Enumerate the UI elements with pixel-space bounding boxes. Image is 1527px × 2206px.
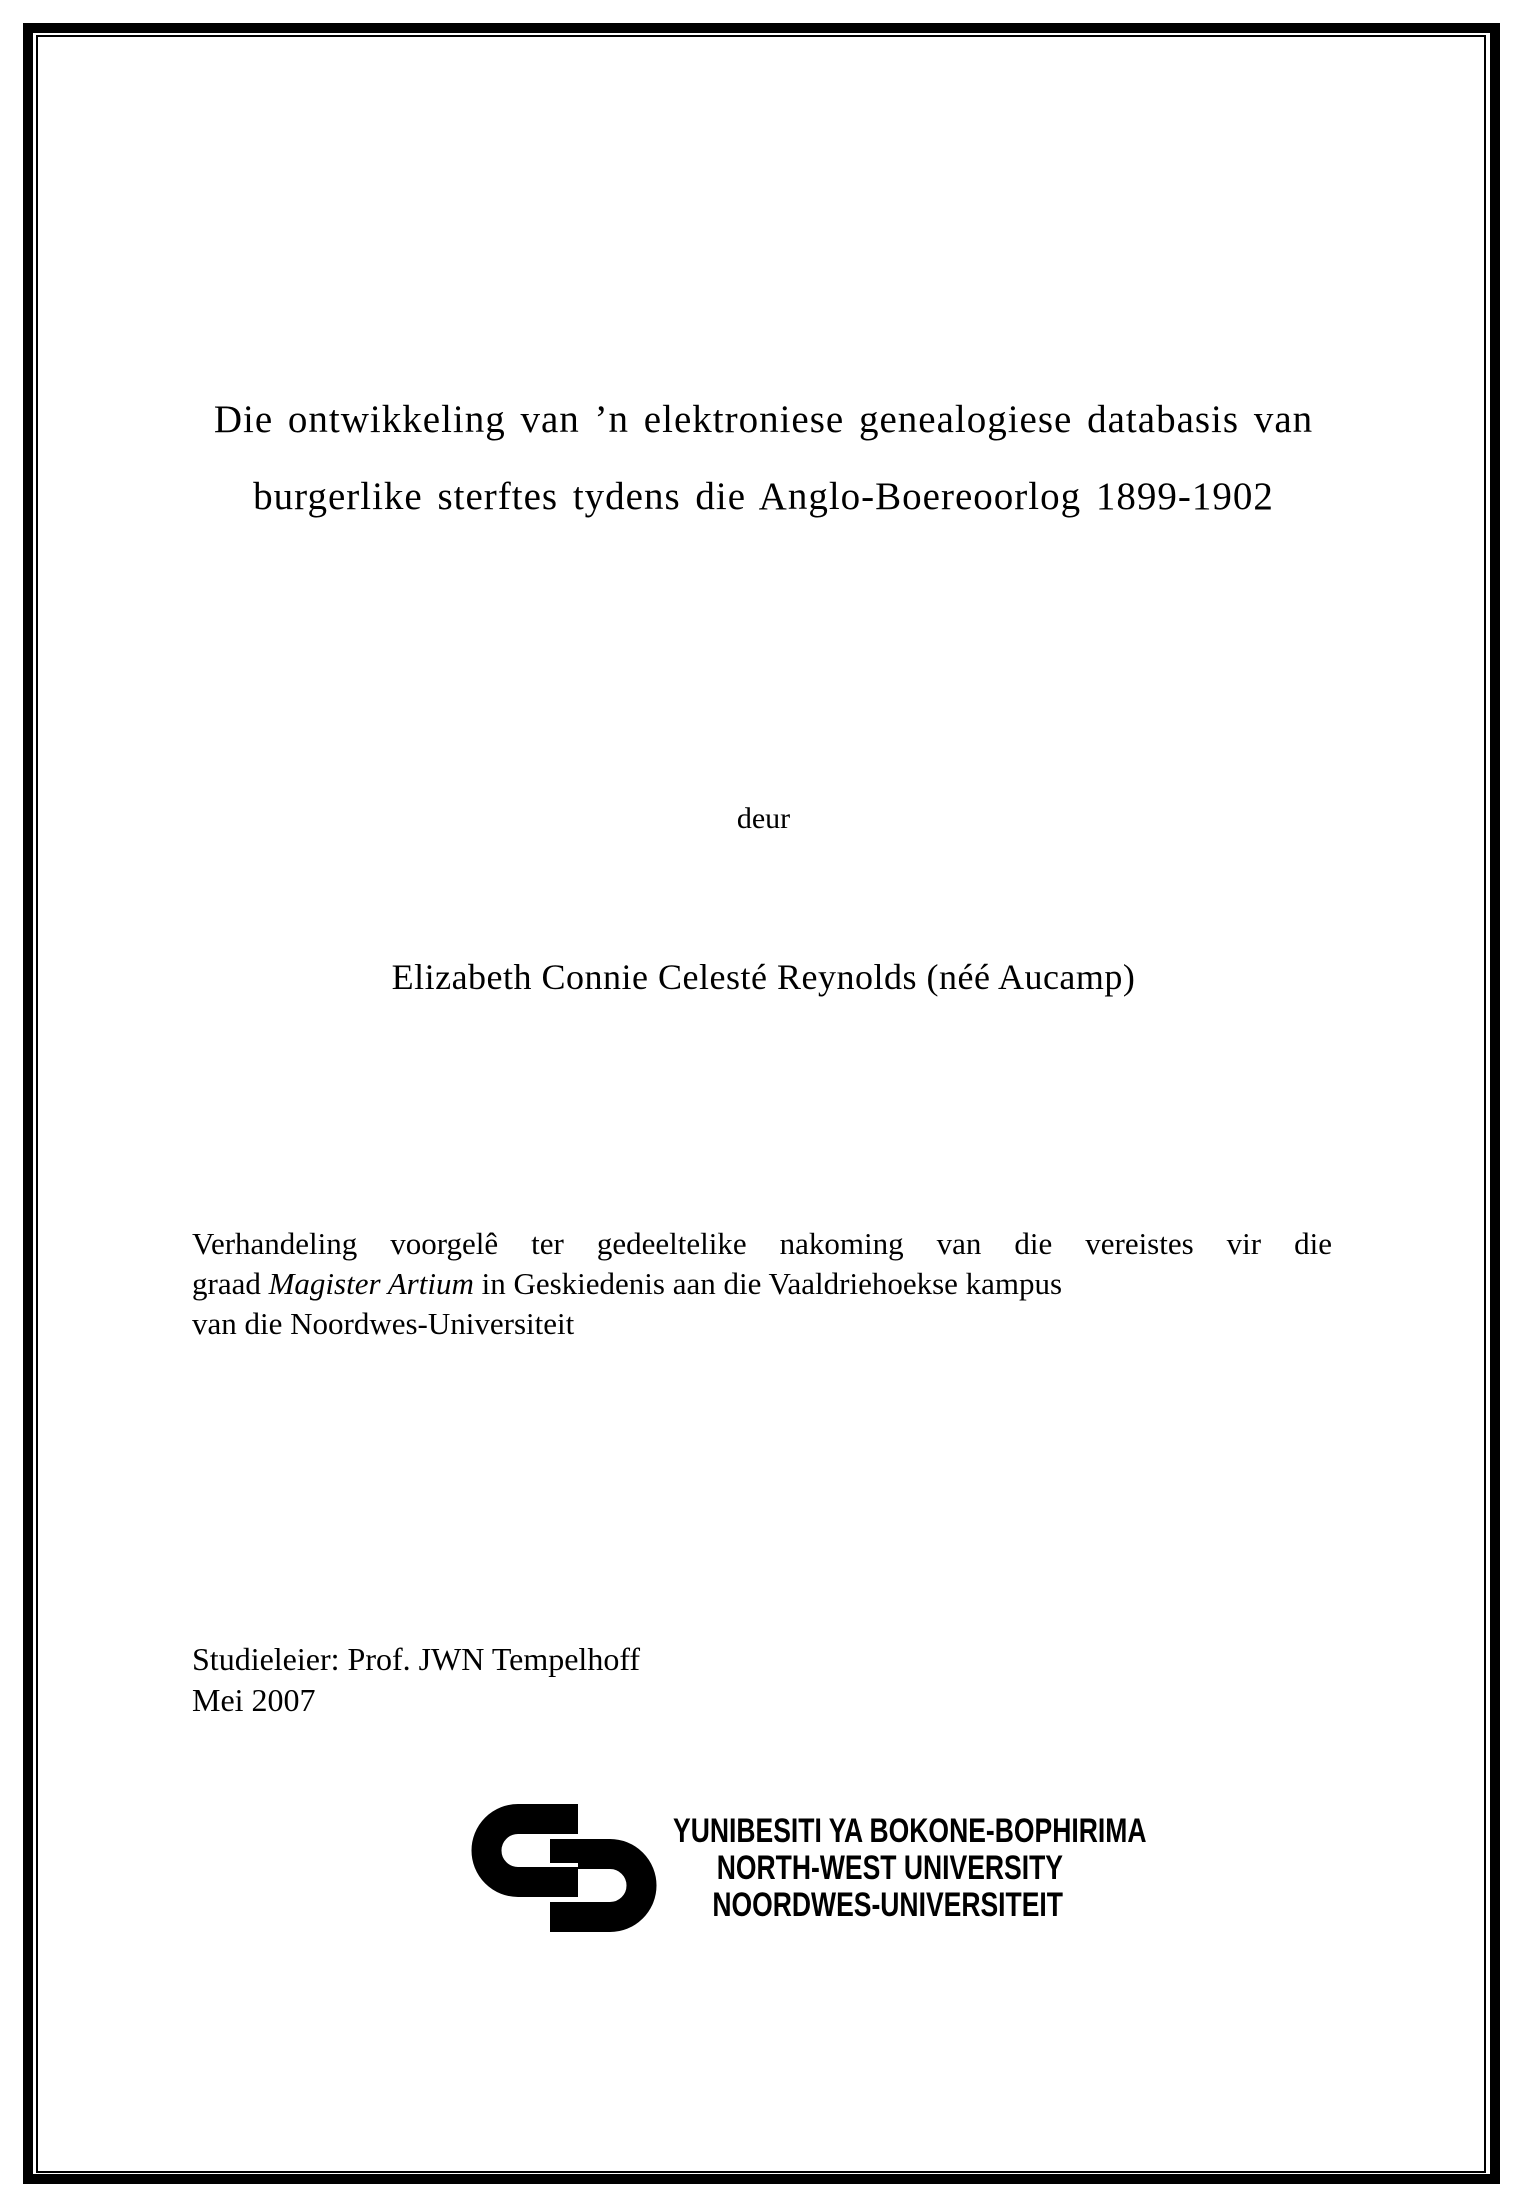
supervisor-line: Studieleier: Prof. JWN Tempelhoff bbox=[192, 1641, 641, 1677]
statement-line2-post: in Geskiedenis aan die Vaaldriehoekse kampus bbox=[473, 1266, 1063, 1301]
logo-line-afrikaans: NOORDWES-UNIVERSITEIT bbox=[712, 1886, 1063, 1924]
byline-deur: deur bbox=[736, 802, 791, 835]
statement-line3: van die Noordwes-Universiteit bbox=[192, 1306, 575, 1341]
statement-line2 bbox=[192, 1264, 1332, 1304]
thesis-title-line2: burgerlike sterftes tydens die Anglo-Boereoorlog 1899-1902 bbox=[253, 475, 1274, 518]
submission-statement bbox=[192, 1224, 1332, 1344]
logo-line-setswana: YUNIBESITI YA BOKONE-BOPHIRIMA bbox=[673, 1812, 1147, 1850]
degree-name: Magister Artium bbox=[268, 1266, 474, 1301]
supervisor-block bbox=[192, 1639, 640, 1721]
statement-line2-pre: graad bbox=[192, 1266, 269, 1301]
logo-line-english: NORTH-WEST UNIVERSITY bbox=[716, 1849, 1063, 1887]
nwu-logo-text bbox=[563, 1812, 1147, 1924]
thesis-title-line1: Die ontwikkeling van ’n elektroniese genealogiese databasis van bbox=[213, 398, 1314, 441]
author-name: Elizabeth Connie Celesté Reynolds (néé Aucamp) bbox=[391, 957, 1136, 997]
date-line: Mei 2007 bbox=[192, 1682, 316, 1718]
statement-line1: Verhandeling voorgelê ter gedeeltelike nakoming van die vereistes vir die bbox=[192, 1226, 1332, 1261]
